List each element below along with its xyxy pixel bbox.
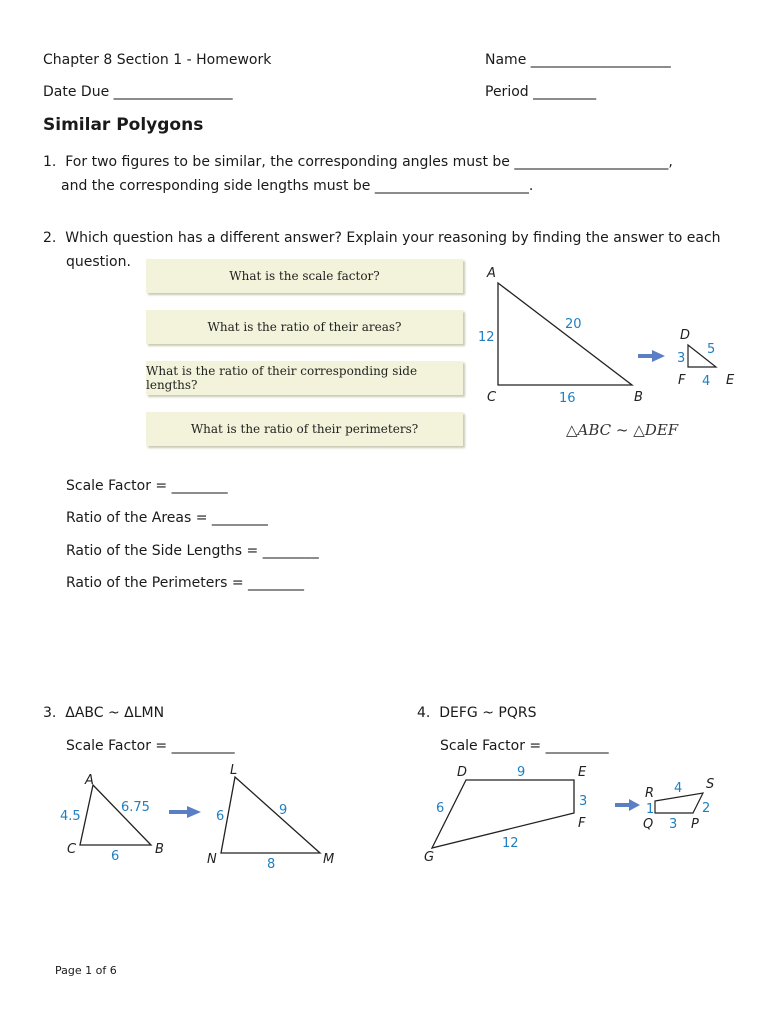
- side-qp-length: 3: [669, 817, 678, 832]
- q4-scale-factor[interactable]: Scale Factor = _________: [440, 738, 609, 754]
- side-lm-length: 9: [279, 803, 288, 818]
- vertex-label-c: C: [487, 390, 497, 405]
- right-arrow-icon: [638, 350, 665, 362]
- q1-line2: and the corresponding side lengths must be ______________________.: [61, 178, 534, 194]
- quadrilateral-rspq: [655, 793, 703, 813]
- right-arrow-icon: [615, 799, 640, 811]
- side-ef-length: 3: [579, 794, 588, 809]
- period-field[interactable]: Period _________: [485, 84, 597, 100]
- vertex-label-a: A: [85, 773, 94, 788]
- side-rs-length: 4: [674, 781, 683, 796]
- side-de-length: 9: [517, 765, 526, 780]
- vertex-label-p: P: [691, 817, 699, 832]
- similarity-statement: △ABC ~ △DEF: [566, 421, 679, 439]
- q3-triangle-figure: [55, 760, 355, 875]
- side-ln-length: 6: [216, 809, 225, 824]
- vertex-label-d: D: [457, 765, 468, 780]
- side-ab-length: 6.75: [121, 800, 150, 815]
- q3-title: 3. ΔABC ~ ΔLMN: [43, 705, 165, 721]
- q2-triangle-figure: [470, 255, 760, 455]
- name-field[interactable]: Name ____________________: [485, 52, 671, 68]
- q4-quadrilateral-figure: [410, 760, 730, 870]
- triangle-abc: [498, 283, 632, 385]
- side-gf-length: 12: [502, 836, 519, 851]
- vertex-label-m: M: [323, 852, 335, 867]
- date-due-field[interactable]: Date Due _________________: [43, 84, 233, 100]
- side-cb-length: 16: [559, 391, 576, 406]
- page-number: Page 1 of 6: [55, 964, 117, 977]
- triangle-abc: [80, 785, 151, 845]
- side-cb-length: 6: [111, 849, 120, 864]
- q2-line2: question.: [66, 254, 131, 270]
- q1-line1: 1. For two figures to be similar, the corresponding angles must be ______________________,: [43, 154, 673, 170]
- vertex-label-s: S: [706, 777, 715, 792]
- side-ac-length: 4.5: [60, 809, 81, 824]
- vertex-label-l: L: [230, 763, 238, 778]
- vertex-label-e: E: [578, 765, 587, 780]
- answer-perimeters[interactable]: Ratio of the Perimeters = ________: [66, 575, 304, 591]
- answer-areas[interactable]: Ratio of the Areas = ________: [66, 510, 268, 526]
- vertex-label-c: C: [67, 842, 77, 857]
- question-box-areas: What is the ratio of their areas?: [146, 310, 463, 344]
- triangle-lmn: [221, 777, 320, 853]
- vertex-label-b: B: [634, 390, 643, 405]
- q2-line1: 2. Which question has a different answer? Explain your reasoning by finding the answer to each: [43, 230, 721, 246]
- side-sp-length: 2: [702, 801, 711, 816]
- question-box-scale-factor: What is the scale factor?: [146, 259, 463, 293]
- side-ab-length: 20: [565, 317, 582, 332]
- side-dg-length: 6: [436, 801, 445, 816]
- question-box-side-lengths: What is the ratio of their corresponding side lengths?: [146, 361, 463, 395]
- vertex-label-b: B: [155, 842, 164, 857]
- section-title: Similar Polygons: [43, 115, 204, 135]
- side-fe-length: 4: [702, 374, 711, 389]
- vertex-label-f: F: [578, 816, 586, 831]
- side-nm-length: 8: [267, 857, 276, 872]
- side-df-length: 3: [677, 351, 686, 366]
- answer-scale-factor[interactable]: Scale Factor = ________: [66, 478, 228, 494]
- right-arrow-icon: [169, 806, 201, 818]
- worksheet-title: Chapter 8 Section 1 - Homework: [43, 52, 272, 68]
- q4-title: 4. DEFG ~ PQRS: [417, 705, 537, 721]
- side-rq-length: 1: [646, 802, 655, 817]
- answer-side-lengths[interactable]: Ratio of the Side Lengths = ________: [66, 543, 319, 559]
- vertex-label-n: N: [207, 852, 217, 867]
- q3-scale-factor[interactable]: Scale Factor = _________: [66, 738, 235, 754]
- vertex-label-q: Q: [643, 817, 654, 832]
- vertex-label-r: R: [645, 786, 655, 801]
- vertex-label-e: E: [726, 373, 735, 388]
- side-de-length: 5: [707, 342, 716, 357]
- vertex-label-g: G: [424, 850, 435, 865]
- vertex-label-d: D: [680, 328, 691, 343]
- side-ac-length: 12: [478, 330, 495, 345]
- vertex-label-f: F: [678, 373, 686, 388]
- vertex-label-a: A: [487, 266, 496, 281]
- question-box-perimeters: What is the ratio of their perimeters?: [146, 412, 463, 446]
